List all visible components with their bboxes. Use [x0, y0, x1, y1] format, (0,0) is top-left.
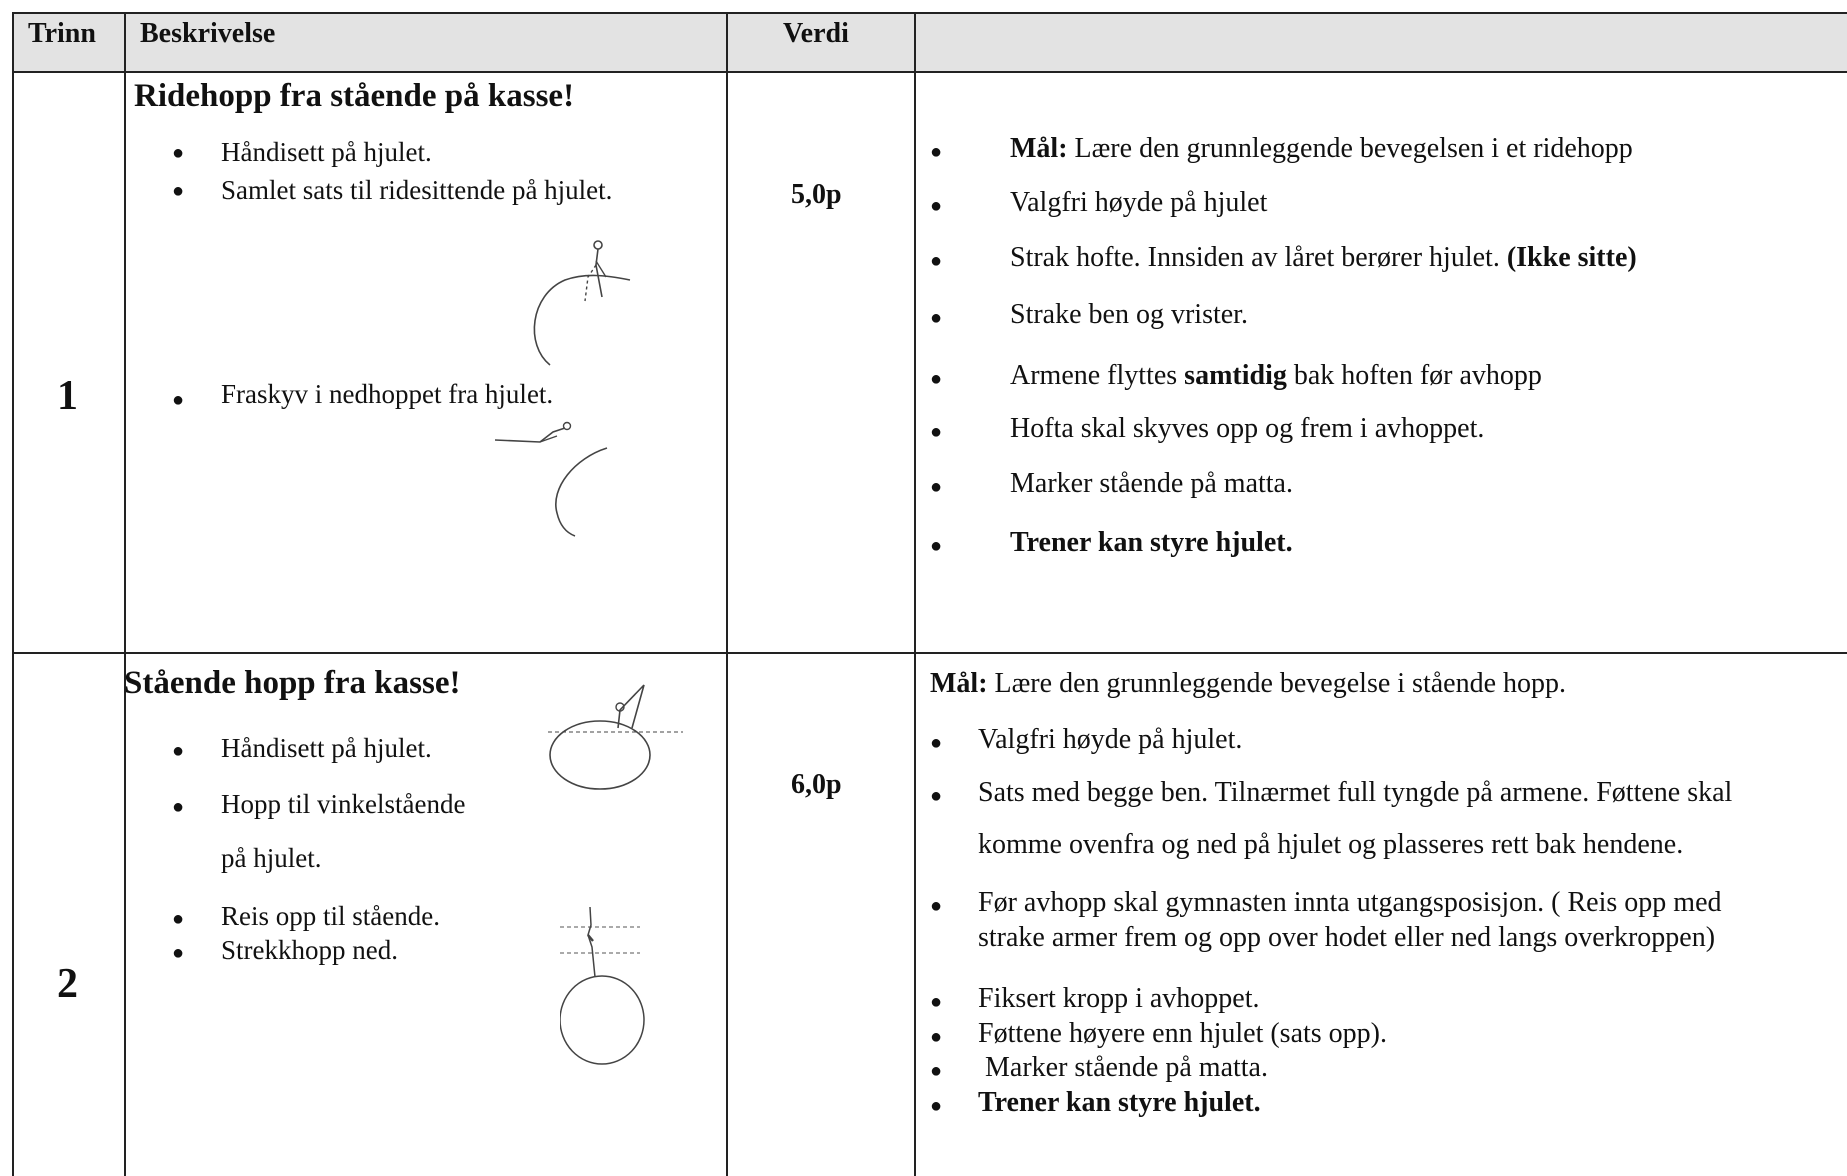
bullet-icon: ●: [930, 368, 943, 390]
bullet-icon: ●: [930, 476, 943, 498]
notes-item: Fiksert kropp i avhoppet.: [978, 983, 1260, 1014]
bullet-icon: ●: [172, 180, 185, 202]
notes-item: Marker stående på matta.: [1010, 468, 1293, 499]
table-border-row-divider: [12, 652, 1847, 654]
bullet-icon: ●: [930, 535, 943, 557]
vinkelstaende-figure-icon: [548, 680, 688, 795]
notes-item: Armene flyttes samtidig bak hoften før avhopp: [1010, 360, 1542, 391]
description-item: Håndisett på hjulet.: [221, 733, 432, 763]
row-value: 5,0p: [791, 179, 842, 210]
table-border-col3: [914, 12, 916, 1176]
bullet-icon: ●: [172, 389, 185, 411]
notes-item: Strake ben og vrister.: [1010, 299, 1248, 330]
bullet-icon: ●: [930, 895, 943, 917]
row-step-number: 1: [57, 373, 78, 419]
description-item: på hjulet.: [221, 843, 322, 873]
bullet-icon: ●: [172, 142, 185, 164]
row-step-number: 2: [57, 961, 78, 1007]
staende-figure-icon: [560, 905, 660, 1070]
bullet-icon: ●: [172, 942, 185, 964]
notes-goal: Mål: Lære den grunnleggende bevegelse i stående hopp.: [930, 668, 1567, 699]
fraskyv-figure-icon: [495, 418, 615, 543]
notes-item: Trener kan styre hjulet.: [978, 1087, 1261, 1118]
notes-item: Valgfri høyde på hjulet: [1010, 187, 1268, 218]
ridehopp-figure-icon: [530, 235, 640, 375]
notes-item: Hofta skal skyves opp og frem i avhoppet.: [1010, 413, 1485, 444]
notes-item: Strak hofte. Innsiden av låret berører hjulet. (Ikke sitte): [1010, 242, 1637, 273]
notes-item-continuation: komme ovenfra og ned på hjulet og plasseres rett bak hendene.: [978, 829, 1684, 860]
bullet-icon: ●: [930, 141, 943, 163]
description-item: Samlet sats til ridesittende på hjulet.: [221, 175, 613, 205]
row-title: Ridehopp fra stående på kasse!: [134, 78, 575, 114]
bullet-icon: ●: [930, 1095, 943, 1117]
table-border-left: [12, 12, 14, 1176]
table-border-col2: [726, 12, 728, 1176]
description-item: Håndisett på hjulet.: [221, 137, 432, 167]
notes-item: Før avhopp skal gymnasten innta utgangsposisjon. ( Reis opp med: [978, 887, 1722, 918]
bullet-icon: ●: [930, 250, 943, 272]
notes-item: Marker stående på matta.: [978, 1052, 1268, 1083]
bullet-icon: ●: [930, 1060, 943, 1082]
table-border-header-bottom: [12, 71, 1847, 73]
bullet-icon: ●: [930, 732, 943, 754]
bullet-icon: ●: [930, 785, 943, 807]
notes-item: Valgfri høyde på hjulet.: [978, 724, 1243, 755]
notes-item: Sats med begge ben. Tilnærmet full tyngde på armene. Føttene skal: [978, 777, 1733, 808]
bullet-icon: ●: [172, 740, 185, 762]
notes-item-continuation: strake armer frem og opp over hodet eller ned langs overkroppen): [978, 922, 1716, 953]
bullet-icon: ●: [172, 908, 185, 930]
bullet-icon: ●: [172, 796, 185, 818]
description-item: Reis opp til stående.: [221, 901, 440, 931]
notes-item: Føttene høyere enn hjulet (sats opp).: [978, 1018, 1388, 1049]
notes-item: Trener kan styre hjulet.: [1010, 527, 1293, 558]
header-trinn: Trinn: [28, 18, 96, 49]
notes-item: Mål: Lære den grunnleggende bevegelsen i et ridehopp: [1010, 133, 1633, 164]
table-border-top: [12, 12, 1847, 14]
table-border-col1: [124, 12, 126, 1176]
row-title: Stående hopp fra kasse!: [124, 665, 461, 701]
header-beskrivelse: Beskrivelse: [140, 18, 276, 49]
bullet-icon: ●: [930, 1026, 943, 1048]
bullet-icon: ●: [930, 991, 943, 1013]
description-item: Hopp til vinkelstående: [221, 789, 466, 819]
bullet-icon: ●: [930, 195, 943, 217]
row-value: 6,0p: [791, 769, 842, 800]
bullet-icon: ●: [930, 307, 943, 329]
header-verdi: Verdi: [783, 18, 849, 49]
bullet-icon: ●: [930, 421, 943, 443]
description-item: Strekkhopp ned.: [221, 935, 398, 965]
description-item: Fraskyv i nedhoppet fra hjulet.: [221, 379, 554, 409]
table-header-background: [14, 14, 1847, 72]
